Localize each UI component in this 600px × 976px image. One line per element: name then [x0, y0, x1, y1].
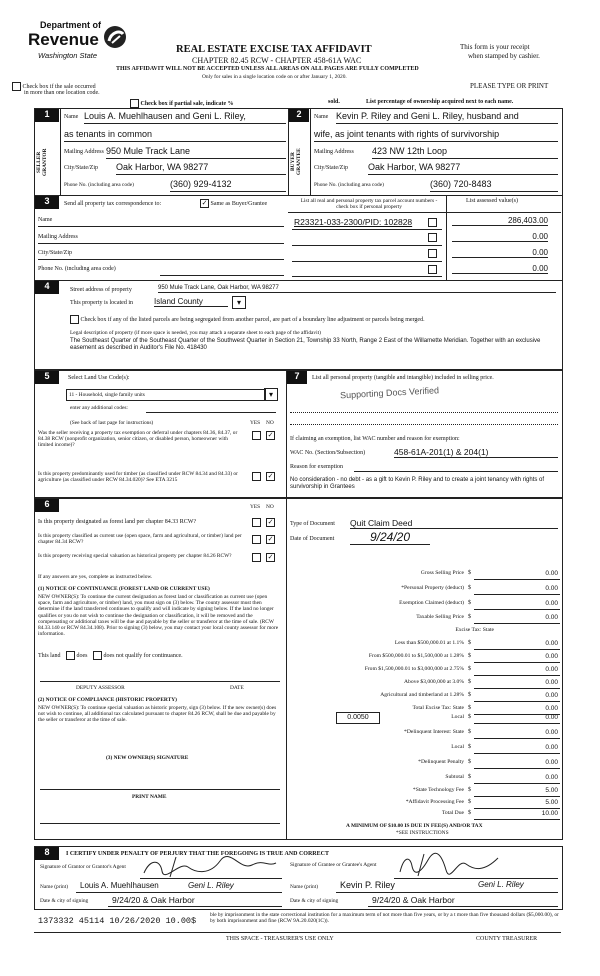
parcel-header: List all real and personal property tax parcel account numbers - check box if personal property [300, 198, 438, 211]
land-use-select[interactable]: 11 - Household, single family units [66, 389, 266, 401]
grantor-name-label: Name (print) [40, 884, 68, 890]
tax-row-dollar: $ [468, 585, 471, 591]
tax-row-amount[interactable]: 0.00 [545, 759, 558, 766]
send-correspondence-label: Send all property tax correspondence to: [64, 201, 162, 207]
section-1-number: 1 [35, 109, 59, 122]
notice-2-title: (2) NOTICE OF COMPLIANCE (HISTORIC PROPERTY) [38, 697, 177, 703]
local-rate-box[interactable]: 0.0050 [336, 712, 380, 724]
seller-phone[interactable]: (360) 929-4132 [170, 179, 286, 192]
tax-row [292, 759, 560, 770]
tax-row-label: Total Excise Tax: State [412, 705, 464, 711]
segregated-label: Check box if any of the listed parcels are being segregated from another parcel, are part of a boundary line adjustment or parcels being merged. [80, 316, 425, 323]
tax-row-label: *Delinquent Interest: State [404, 729, 464, 735]
reason-label: Reason for exemption [290, 464, 343, 470]
tax-row-label: Gross Selling Price [420, 570, 464, 576]
buyer-side-label: BUYER GRANTEE [290, 148, 303, 176]
s5-q2-yes-checkbox[interactable] [252, 472, 261, 481]
s5-yes-label: YES [250, 420, 261, 426]
recording-stamp: 1373332 45114 10/26/2020 10.00$ [38, 916, 197, 926]
tax-row-underline [474, 675, 560, 676]
partial-sale-label: Check box if partial sale, indicate % [140, 100, 234, 107]
s3-phone-label: Phone No. (including area code) [38, 266, 116, 272]
tax-row-dollar: $ [468, 799, 471, 805]
tax-row-underline [474, 819, 560, 820]
land-does-checkbox[interactable] [66, 651, 75, 660]
dor-logo [28, 18, 138, 66]
land-use-label: Select Land Use Code(s): [68, 375, 130, 381]
grantee-print-name-2[interactable]: Geni L. Riley [478, 880, 524, 889]
seller-name-label: Name [64, 114, 79, 120]
additional-codes-label: enter any additional codes: [70, 405, 128, 411]
tax-row-label: Taxable Selling Price [416, 614, 464, 620]
parcel-row-1[interactable]: R23321-033-2300/PID: 102828 [294, 217, 413, 227]
tax-row-dollar: $ [468, 666, 471, 672]
certify-statement: I CERTIFY UNDER PENALTY OF PERJURY THAT THE FOREGOING IS TRUE AND CORRECT [66, 851, 329, 857]
tax-row-dollar: $ [468, 679, 471, 685]
tax-row [292, 600, 560, 611]
tax-row-amount[interactable]: 10.00 [541, 810, 558, 817]
s5-question-1: Was the seller receiving a property tax exemption or deferral under chapters 84.36, 84.37, or 84.38 RCW (nonprofit organization, senior citizen, or disabled person, homeowner with limited income)? [38, 430, 238, 449]
grantee-date-city[interactable]: 9/24/20 & Oak Harbor [372, 895, 455, 905]
tax-row-dollar: $ [468, 714, 471, 720]
tax-row-underline [474, 609, 560, 610]
tax-row-label: Subtotal [445, 774, 464, 780]
buyer-name[interactable]: Kevin P. Riley and Geni L. Riley, husband and [336, 111, 558, 124]
tax-row-underline [474, 808, 560, 809]
receipt-note2: when stamped by cashier. [468, 52, 540, 60]
located-label: This property is located in [70, 300, 133, 306]
multi-location-checkbox[interactable] [12, 82, 21, 91]
deputy-assessor-label: DEPUTY ASSESSOR [76, 685, 125, 691]
grantor-signature-label: Signature of Grantor or Grantor's Agent [40, 864, 126, 870]
tax-row-amount[interactable]: 0.00 [545, 714, 558, 721]
seller-city-label: City/State/Zip [64, 165, 98, 171]
s6-q1-yes-checkbox[interactable] [252, 518, 261, 527]
assessed-value-2[interactable]: 0.00 [452, 232, 548, 242]
s6-question-2: Is this property classified as current use (open space, farm and agricultural, or timber) land per chapter 84.34 RCW? [38, 533, 242, 546]
assessed-value-3[interactable]: 0.00 [452, 248, 548, 258]
tax-row [292, 627, 560, 638]
tax-row-underline [474, 623, 560, 624]
tax-row-label: Agricultural and timberland at 1.28% [380, 692, 464, 698]
buyer-mail[interactable]: 423 NW 12th Loop [372, 146, 558, 159]
parcel-2-personal-checkbox[interactable] [428, 233, 437, 242]
buyer-name-label: Name [314, 114, 329, 120]
only-for-note: Only for sales in a single location code on or after January 1, 2020. [202, 74, 347, 80]
tax-row-dollar: $ [468, 614, 471, 620]
tax-row-underline [474, 594, 560, 595]
tax-row-label: Local [451, 714, 464, 720]
wac-number[interactable]: 458-61A-201(1) & 204(1) [394, 447, 558, 458]
doc-date-label: Date of Document [290, 536, 335, 542]
tax-row-dollar: $ [468, 692, 471, 698]
buyer-phone-label: Phone No. (including area code) [314, 182, 384, 188]
tax-row-dollar: $ [468, 774, 471, 780]
seller-mail[interactable]: 950 Mule Track Lane [106, 146, 286, 159]
seller-phone-label: Phone No. (including area code) [64, 182, 134, 188]
tax-row-label: From $1,500,000.01 to $3,000,000 at 2.75% [364, 666, 464, 672]
street-address[interactable]: 950 Mule Track Lane, Oak Harbor, WA 98277 [158, 285, 556, 293]
tax-row-underline [474, 579, 560, 580]
tax-row-underline [474, 723, 560, 724]
sold-label: sold. [328, 99, 340, 105]
tax-row-amount[interactable]: 0.00 [545, 692, 558, 699]
county-select[interactable]: Island County [154, 297, 228, 307]
tax-row-amount[interactable]: 0.00 [545, 570, 558, 577]
parcel-3-personal-checkbox[interactable] [428, 249, 437, 258]
supporting-docs-stamp: Supporting Docs Verified [339, 385, 440, 401]
buyer-city[interactable]: Oak Harbor, WA 98277 [368, 162, 558, 175]
multi-location-label: Check box if the sale occurred [22, 83, 96, 90]
tax-row-underline [474, 753, 560, 754]
tax-row [292, 744, 560, 755]
s5-q1-yes-checkbox[interactable] [252, 431, 261, 440]
tax-row-label: *State Technology Fee [412, 787, 464, 793]
grantee-date-label: Date & city of signing [290, 898, 339, 904]
minimum-note: A MINIMUM OF $10.00 IS DUE IN FEE(S) AND/OR TAX [346, 823, 483, 829]
see-back-label: (See back of last page for instructions) [70, 420, 154, 426]
exemption-label: If claiming an exemption, list WAC number and reason for exemption: [290, 436, 460, 442]
tax-row-dollar: $ [468, 787, 471, 793]
tax-row-amount[interactable]: 0.00 [545, 585, 558, 592]
tax-row-underline [474, 738, 560, 739]
tax-row [292, 679, 560, 690]
tax-row-dollar: $ [468, 653, 471, 659]
assessed-value-1[interactable]: 286,403.00 [452, 216, 548, 226]
tax-row-underline [474, 768, 560, 769]
tax-row-dollar: $ [468, 729, 471, 735]
tax-row-dollar: $ [468, 759, 471, 765]
grantor-date-label: Date & city of signing [40, 898, 89, 904]
notice-1-text: NEW OWNER(S): To continue the current designation as forest land or classification as current use (open space, farm and agriculture, or timber) land, you must sign on (3) below. The county assessor must then determine if the land transferred continues to qualify and will indicate by signing below. If the land no longer qualifies or you do not wish to continue the designation or classification, it will be removed and the compensating or additional taxes will be due and payable by the seller or transferor at the time of sale. (RCW 84.33.140 or RCW 84.34.108). Prior to signing (3) below, you may contact your local county assessor for more information. [38, 594, 279, 638]
does-not-label: does not qualify for continuance. [103, 652, 183, 659]
tax-row-dollar: $ [468, 705, 471, 711]
parcel-1-personal-checkbox[interactable] [428, 218, 437, 227]
exemption-reason[interactable]: No consideration - no debt - as a gift to Kevin P. Riley and to create a joint tenancy with rights of survivorship in Grantees [290, 477, 545, 490]
dept-line2: Revenue [28, 30, 99, 49]
s5-q1-no-checkbox[interactable]: ✓ [267, 431, 274, 439]
tax-row-underline [474, 662, 560, 663]
s3-mail-label: Mailing Address [38, 234, 78, 240]
section-4-number: 4 [35, 281, 59, 294]
tax-row [292, 585, 560, 596]
doc-type[interactable]: Quit Claim Deed [350, 518, 558, 529]
section-6-number: 6 [35, 499, 59, 512]
seller-name-2[interactable]: as tenants in common [64, 129, 286, 142]
personal-property-label: List all personal property (tangible and intangible) included in selling price. [312, 375, 494, 381]
this-land-label: This land [38, 652, 61, 659]
grantor-print-name-2[interactable]: Geni L. Riley [188, 881, 234, 890]
tax-row-label: From $500,000.01 to $1,500,000 at 1.28% [368, 653, 464, 659]
s5-no-label: NO [266, 420, 274, 426]
tax-row [292, 799, 560, 810]
form-title: REAL ESTATE EXCISE TAX AFFIDAVIT [176, 44, 372, 55]
s6-q3-yes-checkbox[interactable] [252, 553, 261, 562]
tax-row-amount[interactable]: 0.00 [545, 774, 558, 781]
s6-q1-no-checkbox[interactable]: ✓ [267, 518, 274, 526]
dept-line1: Department of [40, 20, 102, 30]
grantee-print-name[interactable]: Kevin P. Riley [340, 880, 395, 890]
tax-row-underline [474, 783, 560, 784]
if-any-yes: If any answers are yes, complete as instructed below. [38, 574, 153, 580]
legal-description[interactable]: The Southeast Quarter of the Southeast Quarter of the Southwest Quarter in Section 21, Township 33 North, Range 2 East of the Willamette Meridian. Together with an exclusive easement as described in Auditor's File No. 418430 [70, 338, 541, 351]
street-label: Street address of property [70, 287, 132, 293]
buyer-phone[interactable]: (360) 720-8483 [430, 179, 558, 192]
multi-location-label2: in more than one location code. [24, 90, 100, 96]
seller-city[interactable]: Oak Harbor, WA 98277 [116, 162, 286, 175]
new-owner-signature-label: (3) NEW OWNER(S) SIGNATURE [106, 755, 189, 761]
seller-side-label: SELLER GRANTOR [36, 148, 49, 176]
tax-row-amount[interactable]: 0.00 [545, 729, 558, 736]
partial-sale-checkbox[interactable] [130, 99, 139, 108]
tax-row-label: Local [451, 744, 464, 750]
date-label: DATE [230, 685, 244, 691]
s6-yes-label: YES [250, 504, 261, 510]
treasurer-space-label: THIS SPACE - TREASURER'S USE ONLY [226, 936, 334, 942]
tax-row [292, 653, 560, 664]
section-3-number: 3 [35, 196, 59, 209]
tax-row [292, 714, 560, 725]
same-as-buyer-checkbox[interactable]: ✓ [201, 199, 208, 207]
tax-row-amount[interactable]: 5.00 [545, 799, 558, 806]
s6-question-3: Is this property receiving special valuation as historical property per chapter 84.26 RCW? [38, 553, 232, 559]
tax-row-amount[interactable]: 5.00 [545, 787, 558, 794]
section-7-number: 7 [287, 371, 307, 384]
land-does-not-checkbox[interactable] [93, 651, 102, 660]
tax-row-label: Less than $500,000.01 at 1.1% [394, 640, 464, 646]
tax-row [292, 810, 560, 821]
county-treasurer-label: COUNTY TREASURER [476, 936, 538, 942]
tax-row-label: *Personal Property (deduct) [401, 585, 464, 591]
assessed-value-4[interactable]: 0.00 [452, 264, 548, 274]
s6-question-1: Is this property designated as forest land per chapter 84.33 RCW? [38, 519, 197, 525]
this-land-row [38, 651, 183, 660]
doc-type-label: Type of Document [290, 521, 335, 527]
tax-row-underline [474, 701, 560, 702]
buyer-name-2[interactable]: wife, as joint tenants with rights of survivorship [314, 129, 558, 142]
parcel-4-personal-checkbox[interactable] [428, 265, 437, 274]
dept-line3: Washington State [38, 51, 98, 60]
form-subtitle: CHAPTER 82.45 RCW - CHAPTER 458-61A WAC [192, 56, 362, 65]
form-warning: THIS AFFIDAVIT WILL NOT BE ACCEPTED UNLESS ALL AREAS ON ALL PAGES ARE FULLY COMPLETED [116, 66, 419, 72]
receipt-note1: This form is your receipt [460, 43, 530, 51]
buyer-city-label: City/State/Zip [314, 165, 348, 171]
legal-label: Legal description of property (if more space is needed, you may attach a separate sheet to each page of the affidavit) [70, 330, 321, 336]
tax-row-amount[interactable]: 0.00 [545, 705, 558, 712]
please-type: PLEASE TYPE OR PRINT [470, 82, 549, 90]
tax-row-amount[interactable]: 0.00 [545, 744, 558, 751]
tax-row-dollar: $ [468, 744, 471, 750]
tax-row [292, 692, 560, 703]
tax-row-dollar: $ [468, 570, 471, 576]
grantor-signature[interactable] [140, 855, 280, 879]
tax-row-amount[interactable]: 0.00 [545, 653, 558, 660]
section-5-number: 5 [35, 371, 59, 384]
grantee-signature-label: Signature of Grantee or Grantee's Agent [290, 862, 377, 868]
segregated-checkbox[interactable] [70, 315, 79, 324]
tax-row-amount[interactable]: 0.00 [545, 666, 558, 673]
see-instructions: *SEE INSTRUCTIONS [396, 830, 449, 836]
s5-question-2: Is this property predominantly used for timber (as classified under RCW 84.34 and 84.33) or agriculture (as classified under RCW 84.34.020)? See ETA 3215 [38, 471, 238, 484]
s3-city-label: City/State/Zip [38, 250, 72, 256]
grantor-date-city[interactable]: 9/24/20 & Oak Harbor [112, 895, 195, 905]
s3-name-label: Name [38, 217, 53, 223]
tax-row-dollar: $ [468, 600, 471, 606]
land-use-dropdown-icon[interactable]: ▾ [264, 388, 278, 401]
tax-row [292, 666, 560, 677]
notice-1-title: (1) NOTICE OF CONTINUANCE (FOREST LAND OR CURRENT USE) [38, 586, 210, 592]
tax-row [292, 787, 560, 798]
tax-row [292, 614, 560, 625]
tax-row-label: Excise Tax: State [455, 627, 494, 633]
grantor-print-name[interactable]: Louis A. Muehlhausen [80, 881, 159, 890]
dor-swoosh-icon [100, 24, 130, 50]
same-as-buyer-label: Same as Buyer/Grantee [210, 200, 268, 207]
tax-row-label: *Affidavit Processing Fee [405, 799, 464, 805]
tax-row [292, 570, 560, 581]
tax-row-amount[interactable]: 0.00 [545, 679, 558, 686]
tax-row [292, 729, 560, 740]
tax-row-label: Total Due [441, 810, 464, 816]
s6-q2-no-checkbox[interactable]: ✓ [267, 535, 274, 543]
tax-row-label: Exemption Claimed (deduct) [399, 600, 464, 606]
tax-row-amount[interactable]: 0.00 [545, 640, 558, 647]
assessed-header: List assessed value(s) [466, 198, 518, 204]
seller-mail-label: Mailing Address [64, 149, 104, 155]
s6-q2-yes-checkbox[interactable] [252, 535, 261, 544]
percentage-note: List percentage of ownership acquired next to each name. [366, 99, 514, 105]
tax-row-label: Above $3,000,000 at 3.0% [404, 679, 464, 685]
grantee-name-label: Name (print) [290, 884, 318, 890]
tax-row-label: *Delinquent Penalty [418, 759, 464, 765]
perjury-penalty-text: ble by imprisonment in the state correctional institution for a maximum term of not more than five years, or by a t more than five thousand dollars ($5,000.00), or by both imprisonment and fine (RCW 9A.20.020(1C)). [210, 912, 559, 925]
does-label: does [76, 652, 88, 659]
grantee-signature[interactable] [394, 852, 504, 878]
s6-no-label: NO [266, 504, 274, 510]
tax-row-amount[interactable]: 0.00 [545, 600, 558, 607]
tax-row-underline [474, 688, 560, 689]
s6-q3-no-checkbox[interactable]: ✓ [267, 553, 274, 561]
segregated-check[interactable] [70, 315, 556, 324]
wac-label: WAC No. (Section/Subsection) [290, 450, 366, 456]
partial-sale-check[interactable] [130, 99, 234, 108]
tax-row-amount[interactable]: 0.00 [545, 614, 558, 621]
same-as-buyer-check[interactable] [200, 199, 267, 208]
section-2-number: 2 [289, 109, 309, 122]
tax-row [292, 640, 560, 651]
print-name-label: PRINT NAME [132, 794, 167, 800]
county-dropdown-icon[interactable]: ▾ [232, 296, 246, 309]
tax-row [292, 774, 560, 785]
tax-row-underline [474, 796, 560, 797]
tax-row-dollar: $ [468, 640, 471, 646]
doc-date[interactable]: 9/24/20 [350, 530, 430, 545]
seller-name[interactable]: Louis A. Muehlhausen and Geni L. Riley, [84, 111, 286, 124]
tax-row-underline [474, 649, 560, 650]
tax-row-dollar: $ [468, 810, 471, 816]
s5-q2-no-checkbox[interactable]: ✓ [267, 472, 274, 480]
section-8-number: 8 [35, 847, 59, 860]
notice-2-text: NEW OWNER(S): To continue special valuation as historic property, sign (3) below. If the new owner(s) does not wish to continue, all additional tax calculated pursuant to chapter 84.26 RCW, shall be due and payable by the seller or transferor at the time of sale. [38, 705, 277, 724]
buyer-mail-label: Mailing Address [314, 149, 354, 155]
